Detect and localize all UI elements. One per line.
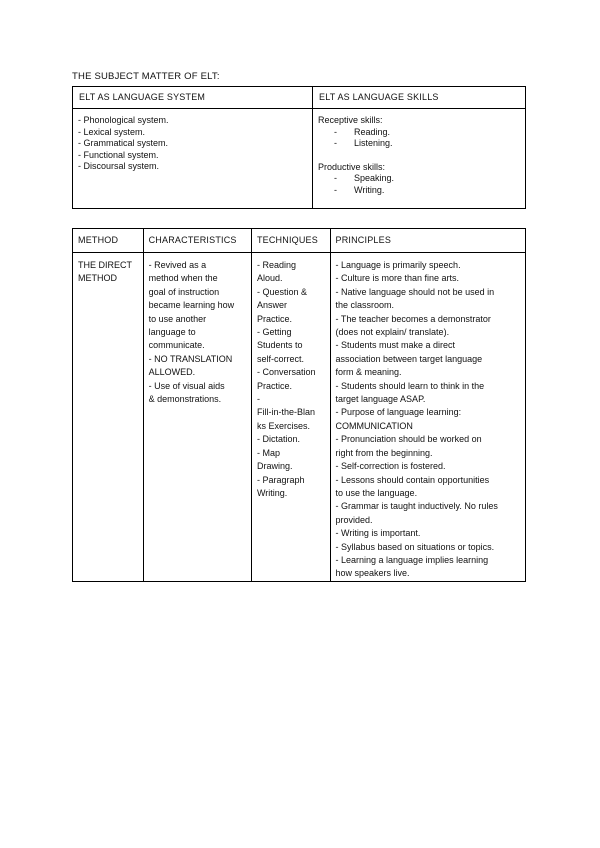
cell-line: - Writing is important. xyxy=(335,528,421,539)
cell-line: - Dictation. xyxy=(256,434,300,445)
cell-line: ALLOWED. xyxy=(148,367,196,378)
cell-line: - Culture is more than fine arts. xyxy=(335,273,460,284)
cell-line: (does not explain/ translate). xyxy=(335,327,450,338)
skill-item: - Listening. xyxy=(334,138,393,149)
cell-line: - Map xyxy=(256,447,280,458)
cell-line: the classroom. xyxy=(335,300,395,311)
cell-line: - Pronunciation should be worked on xyxy=(335,434,482,445)
page-title: THE SUBJECT MATTER OF ELT: xyxy=(72,71,220,82)
cell-line: Fill-in-the-Blan xyxy=(256,407,315,418)
cell-line: THE DIRECT xyxy=(78,260,132,270)
cell-line: - Conversation xyxy=(256,367,316,378)
skill-item: - Speaking. xyxy=(334,173,395,184)
cell-line: became learning how xyxy=(148,300,235,311)
cell-line: Answer xyxy=(256,300,287,311)
skill-item: - Reading. xyxy=(334,126,391,137)
cell-line: target language ASAP. xyxy=(335,394,426,405)
characteristics-header: CHARACTERISTICS xyxy=(143,229,251,253)
techniques-cell xyxy=(251,253,330,582)
cell-line: - Getting xyxy=(256,327,292,338)
techniques-header: TECHNIQUES xyxy=(251,229,330,253)
cell-line: - Students must make a direct xyxy=(335,340,456,351)
cell-line: to use another xyxy=(148,313,207,324)
characteristics-cell xyxy=(143,253,251,582)
cell-line: - Language is primarily speech. xyxy=(335,260,461,270)
cell-line: how speakers live. xyxy=(335,568,410,579)
cell-line: Aloud. xyxy=(256,273,283,284)
language-system-header: ELT AS LANGUAGE SYSTEM xyxy=(73,87,313,109)
cell-line: & demonstrations. xyxy=(148,394,222,405)
principles-cell xyxy=(330,253,526,582)
cell-line: - Lessons should contain opportunities xyxy=(335,474,490,485)
language-system-cell xyxy=(73,109,313,209)
cell-line: - Native language should not be used in xyxy=(335,286,495,297)
cell-line: - Revived as a xyxy=(148,260,207,270)
cell-line: - NO TRANSLATION xyxy=(148,353,233,364)
method-header: METHOD xyxy=(73,229,144,253)
cell-line: - Learning a language implies learning xyxy=(335,554,489,565)
cell-line: method when the xyxy=(148,273,218,284)
cell-line: COMMUNICATION xyxy=(335,420,413,431)
cell-line: - Paragraph xyxy=(256,474,305,485)
cell-line: self-correct. xyxy=(256,353,304,364)
cell-line: Practice. xyxy=(256,380,292,391)
cell-line: - Reading xyxy=(256,260,296,270)
cell-line: - Students should learn to think in the xyxy=(335,380,485,391)
language-skills-header: ELT AS LANGUAGE SKILLS xyxy=(313,87,526,109)
cell-line: Writing. xyxy=(256,487,288,498)
cell-line: - Question & xyxy=(256,286,307,297)
system-item: - Phonological system. xyxy=(78,115,169,125)
cell-line: - Syllabus based on situations or topics. xyxy=(335,541,495,552)
principles-header: PRINCIPLES xyxy=(330,229,526,253)
elt-subject-table xyxy=(72,86,526,209)
cell-line: communicate. xyxy=(148,340,205,351)
method-table xyxy=(72,228,526,582)
cell-line: Students to xyxy=(256,340,303,351)
cell-line: language to xyxy=(148,327,196,338)
cell-line: - The teacher becomes a demonstrator xyxy=(335,313,491,324)
language-skills-cell xyxy=(313,109,526,209)
cell-line: goal of instruction xyxy=(148,286,220,297)
cell-line: - Grammar is taught inductively. No rules xyxy=(335,501,498,512)
receptive-label: Receptive skills: xyxy=(318,115,383,125)
cell-line: - Purpose of language learning: xyxy=(335,407,462,418)
system-item: - Discoursal system. xyxy=(78,161,160,172)
system-item: - Functional system. xyxy=(78,149,159,160)
cell-line: provided. xyxy=(335,514,373,525)
cell-line: association between target language xyxy=(335,353,483,364)
cell-line: METHOD xyxy=(78,273,117,284)
system-item: - Grammatical system. xyxy=(78,138,169,149)
cell-line: right from the beginning. xyxy=(335,447,433,458)
cell-line: - Self-correction is fostered. xyxy=(335,461,446,472)
cell-line: - xyxy=(256,394,260,405)
cell-line: form & meaning. xyxy=(335,367,402,378)
skill-item: - Writing. xyxy=(334,184,385,195)
cell-line: ks Exercises. xyxy=(256,420,310,431)
cell-line: Practice. xyxy=(256,313,292,324)
cell-line: - Use of visual aids xyxy=(148,380,225,391)
cell-line: to use the language. xyxy=(335,487,418,498)
system-item: - Lexical system. xyxy=(78,126,146,137)
cell-line: Drawing. xyxy=(256,461,293,472)
productive-label: Productive skills: xyxy=(318,161,386,172)
method-cell xyxy=(73,253,144,582)
